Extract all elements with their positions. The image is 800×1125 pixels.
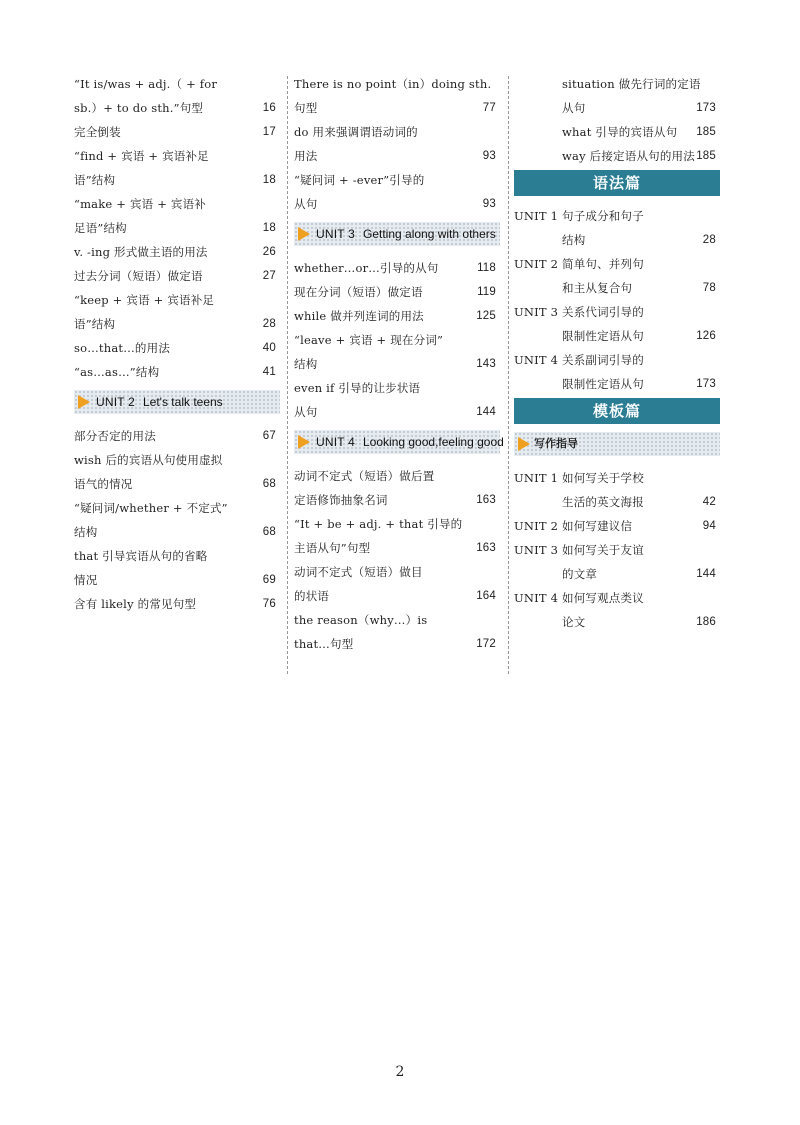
entry-group [74,424,280,616]
toc-entry-page: 68 [262,526,276,538]
toc-entry-page: 144 [476,406,496,418]
toc-entry[interactable] [74,592,280,616]
toc-entry-unit: UNIT 2 [514,257,559,271]
toc-entry-text: 足语”结构 [74,221,127,235]
toc-entry-text: do 用来强调谓语动词的 [294,125,418,139]
toc-entry-page: 18 [262,222,276,234]
toc-entry[interactable] [74,448,280,496]
toc-entry-page: 118 [477,262,496,274]
toc-entry[interactable] [74,72,280,120]
toc-entry-text: so…that…的用法 [74,341,171,355]
unit-label: UNIT 3 [316,227,355,241]
toc-entry-page: 126 [696,330,716,342]
arrow-icon [298,227,310,241]
unit-2-banner [74,390,280,414]
toc-entry-text: 如何写关于学校 [562,471,644,485]
toc-entry[interactable] [514,144,720,168]
toc-entry-text: 含有 likely 的常见句型 [74,597,197,611]
toc-entry-text: “It + be + adj. + that 引导的 [294,517,463,531]
page-number: 2 [395,1064,405,1080]
toc-entry[interactable] [74,544,280,592]
toc-entry-text: 关系代词引导的 [562,305,644,319]
toc-entry[interactable] [294,256,500,280]
arrow-icon [298,435,310,449]
toc-entry-text: 句型 [294,101,318,115]
toc-entry[interactable] [294,328,500,376]
toc-entry[interactable] [514,586,720,634]
entry-group [514,204,720,396]
toc-entry-text: 情况 [74,573,98,587]
toc-entry-text: 动词不定式（短语）做目 [294,565,423,579]
toc-entry-text: way 后接定语从句的用法 [562,149,695,163]
writing-guide-label: 写作指导 [534,437,578,450]
toc-entry-unit: UNIT 4 [514,591,559,605]
toc-entry-text: 过去分词（短语）做定语 [74,269,203,283]
unit-label: UNIT 2 [96,395,135,409]
toc-entry[interactable] [74,288,280,336]
toc-column-3 [514,72,720,634]
toc-entry-unit: UNIT 3 [514,305,559,319]
toc-entry-page: 68 [262,478,276,490]
unit-label: UNIT 4 [316,435,355,449]
toc-entry-text: even if 引导的让步状语 [294,381,421,395]
toc-entry-text: 语”结构 [74,173,116,187]
toc-entry-page: 173 [696,102,716,114]
arrow-icon [518,437,530,451]
toc-entry-page: 143 [476,358,496,370]
toc-entry-page: 185 [696,126,716,138]
toc-entry-text: “It is/was + adj.（ + for [74,77,218,91]
toc-entry-page: 186 [696,616,716,628]
toc-entry[interactable] [514,252,720,300]
toc-entry[interactable] [294,72,500,120]
toc-entry-text: 和主从复合句 [562,281,633,295]
toc-entry-page: 28 [262,318,276,330]
toc-entry[interactable] [74,120,280,144]
entry-group [514,466,720,634]
toc-entry-text: while 做并列连词的用法 [294,309,424,323]
toc-entry[interactable] [294,280,500,304]
toc-entry-text: 从句 [294,197,318,211]
toc-entry-unit: UNIT 3 [514,543,559,557]
toc-entry-text: “疑问词 + -ever”引导的 [294,173,425,187]
toc-entry-text: 限制性定语从句 [562,377,644,391]
toc-entry[interactable] [514,538,720,586]
toc-entry-text: 结构 [74,525,98,539]
toc-entry-page: 76 [262,598,276,610]
toc-entry-text: sb.）+ to do sth.”句型 [74,101,204,115]
toc-entry-text: that…句型 [294,637,354,651]
toc-entry[interactable] [74,240,280,264]
toc-entry-text: “疑问词/whether + 不定式” [74,501,228,515]
toc-entry-text: 的文章 [562,567,598,581]
toc-entry-text: “keep + 宾语 + 宾语补足 [74,293,215,307]
toc-entry-unit: UNIT 1 [514,471,559,485]
toc-entry-text: “make + 宾语 + 宾语补 [74,197,207,211]
toc-entry-text: 生活的英文海报 [562,495,644,509]
toc-entry[interactable] [294,608,500,656]
unit-4-banner [294,430,504,454]
toc-entry-unit: UNIT 4 [514,353,559,367]
toc-entry-page: 26 [262,246,276,258]
toc-entry-page: 69 [262,574,276,586]
toc-entry[interactable] [74,144,280,192]
toc-entry-page: 163 [476,494,496,506]
toc-entry[interactable] [294,376,500,424]
toc-column-1 [74,72,280,616]
toc-entry-text: 语气的情况 [74,477,133,491]
toc-entry-page: 16 [262,102,276,114]
toc-entry[interactable] [74,336,280,360]
toc-entry-page: 17 [262,126,276,138]
toc-entry-text: that 引导宾语从句的省略 [74,549,208,563]
toc-entry-unit: UNIT 1 [514,209,559,223]
toc-entry[interactable] [294,304,500,328]
toc-entry-text: “leave + 宾语 + 现在分词” [294,333,444,347]
unit-title: Looking good,feeling good [363,435,504,449]
toc-entry-page: 78 [702,282,716,294]
toc-entry-page: 67 [262,430,276,442]
toc-entry-page: 185 [696,150,716,162]
toc-entry-text: 从句 [562,101,586,115]
toc-entry-text: 动词不定式（短语）做后置 [294,469,435,483]
toc-entry-text: v. -ing 形式做主语的用法 [74,245,208,259]
toc-entry-text: 完全倒装 [74,125,121,139]
toc-entry[interactable] [514,466,720,514]
toc-entry-page: 144 [696,568,716,580]
toc-entry-page: 94 [702,520,716,532]
toc-entry-text: 如何写观点类议 [562,591,644,605]
toc-entry[interactable] [514,514,720,538]
column-divider-2 [508,76,509,674]
toc-entry-text: 从句 [294,405,318,419]
toc-entry[interactable] [514,348,720,396]
toc-column-2 [294,72,504,656]
toc-entry-text: 句子成分和句子 [562,209,644,223]
arrow-icon [78,395,90,409]
toc-entry-page: 93 [482,150,496,162]
entry-group [294,256,500,424]
toc-entry-text: 关系副词引导的 [562,353,644,367]
toc-entry-text: the reason（why…）is [294,613,428,627]
toc-entry[interactable] [74,192,280,240]
entry-group [74,72,280,384]
toc-entry-page: 42 [702,496,716,508]
toc-entry[interactable] [294,168,500,216]
toc-entry-text: 结构 [562,233,586,247]
toc-entry-text: 简单句、并列句 [562,257,644,271]
template-section-header: 模板篇 [514,398,720,424]
toc-entry[interactable] [294,120,500,168]
unit-title: Getting along with others [363,227,496,241]
toc-entry-page: 173 [696,378,716,390]
toc-entry[interactable] [74,264,280,288]
unit-3-banner [294,222,500,246]
toc-entry[interactable] [294,512,500,560]
toc-entry[interactable] [74,424,280,448]
writing-guide-banner [514,432,720,456]
toc-entry-text: 语”结构 [74,317,116,331]
toc-entry-page: 27 [262,270,276,282]
toc-entry-page: 41 [262,366,276,378]
entry-group [294,72,500,216]
toc-entry-text: 论文 [562,615,586,629]
toc-entry-text: 的状语 [294,589,330,603]
column-divider-1 [287,76,288,674]
toc-entry-text: 定语修饰抽象名词 [294,493,388,507]
toc-entry-text: There is no point（in）doing sth. [294,77,492,91]
toc-entry[interactable] [514,204,720,252]
toc-entry[interactable] [294,464,500,512]
grammar-section-header: 语法篇 [514,170,720,196]
toc-entry-page: 163 [476,542,496,554]
toc-entry[interactable] [294,560,500,608]
toc-entry-page: 172 [476,638,496,650]
toc-entry[interactable] [74,360,280,384]
toc-entry-text: 用法 [294,149,318,163]
unit-title: Let's talk teens [143,395,223,409]
toc-entry-page: 125 [476,310,496,322]
toc-entry-text: 如何写关于友谊 [562,543,644,557]
toc-entry-text: 主语从句”句型 [294,541,371,555]
toc-entry-text: “find + 宾语 + 宾语补足 [74,149,209,163]
toc-entry[interactable] [514,72,720,120]
toc-entry-unit: UNIT 2 [514,519,559,533]
toc-entry-text: situation 做先行词的定语 [562,77,701,91]
toc-entry-text: 限制性定语从句 [562,329,644,343]
toc-entry-page: 164 [476,590,496,602]
toc-entry[interactable] [74,496,280,544]
toc-entry-page: 93 [482,198,496,210]
toc-entry[interactable] [514,300,720,348]
toc-entry-text: 现在分词（短语）做定语 [294,285,423,299]
toc-entry-text: “as…as…”结构 [74,365,160,379]
toc-entry-text: 如何写建议信 [562,519,633,533]
toc-entry-page: 119 [477,286,496,298]
toc-entry-text: what 引导的宾语从句 [562,125,678,139]
toc-entry-text: whether…or…引导的从句 [294,261,439,275]
toc-entry-text: 部分否定的用法 [74,429,156,443]
toc-entry-page: 28 [702,234,716,246]
toc-entry-text: 结构 [294,357,318,371]
toc-entry[interactable] [514,120,720,144]
entry-group [294,464,500,656]
toc-entry-page: 40 [262,342,276,354]
entry-group [514,72,720,168]
toc-entry-text: wish 后的宾语从句使用虚拟 [74,453,223,467]
toc-entry-page: 77 [482,102,496,114]
toc-entry-page: 18 [262,174,276,186]
